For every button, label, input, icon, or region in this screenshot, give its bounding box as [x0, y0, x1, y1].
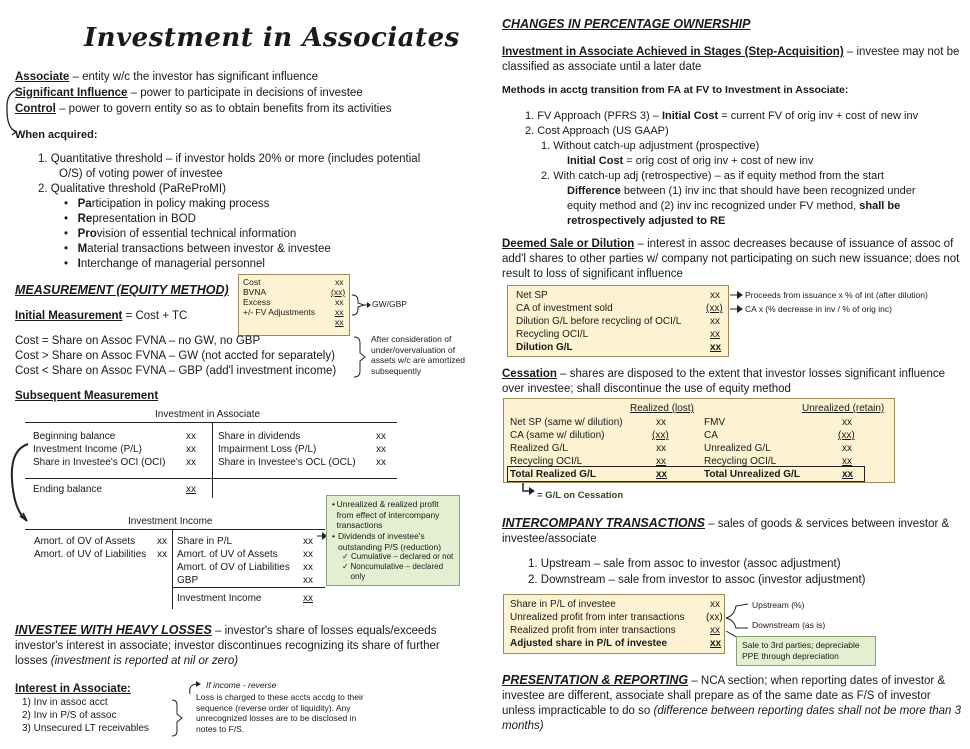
dilution-note-1: Proceeds from issuance x % of int (after dilution) — [745, 290, 928, 300]
green-note-box: • Unrealized & realized profit from effect of intercompany transactions • Dividends of investee's outstanding P/S (reduction) ✓ Cumulative – declared or not ✓ Noncumulative – declared only — [326, 495, 460, 586]
changes-heading: CHANGES IN PERCENTAGE OWNERSHIP — [502, 17, 751, 31]
t-account-value: xx — [376, 431, 386, 442]
table-row: Realized profit from inter transactions xx — [510, 625, 720, 636]
t-account-row: Amort. of UV of Liabilities — [34, 549, 147, 560]
t-account-value: xx — [303, 536, 313, 547]
list-item: 3) Unsecured LT receivables — [22, 723, 149, 734]
list-item: 1. Upstream – sale from assoc to investor (assoc adjustment) — [528, 558, 841, 570]
intercompany-box — [503, 594, 725, 654]
after-consideration-note: After consideration of under/overvaluation of assets w/c are amortized subsequently — [371, 334, 466, 376]
initial-measurement: Initial Measurement = Cost + TC — [15, 310, 188, 322]
t-account-row: Impairment Loss (P/L) — [218, 444, 317, 455]
pareproMI-list — [64, 197, 331, 272]
table-row: CA of investment sold (xx) — [516, 303, 723, 314]
list-item: • Participation in policy making process — [64, 198, 270, 210]
bracket-icon — [170, 698, 184, 738]
intercompany-section: INTERCOMPANY TRANSACTIONS – sales of goods & services between investor & investee/associate — [502, 516, 950, 545]
income-total-label: Investment Income — [177, 593, 262, 604]
list-item: • Interchange of managerial personnel — [64, 258, 265, 270]
list-item: 1) Inv in assoc acct — [22, 697, 108, 708]
t-account-row: Amort. of OV of Assets — [34, 536, 136, 547]
t-account-value: xx — [186, 457, 196, 468]
list-item: 2. Downstream – sale from investor to assoc (investor adjustment) — [528, 574, 866, 586]
arrow-icon — [729, 289, 745, 317]
upstream-label: Upstream (%) — [752, 600, 805, 610]
table-row: Net SP (same w/ dilution) — [510, 417, 623, 428]
list-item: 2) Inv in P/S of assoc — [22, 710, 117, 721]
table-cell: xx — [656, 443, 666, 454]
table-row: Dilution G/L xx — [516, 342, 722, 353]
definition-control: Control – power to govern entity so as to obtain benefits from its activities — [15, 103, 392, 115]
t-account-row: Investment Income (P/L) — [33, 444, 142, 455]
loss-note: Loss is charged to these accts accdg to their sequence (reverse order of liquidity). Any unrecognized losses are to be disclosed in notes to F/S. — [196, 692, 364, 734]
list-item: 2. With catch-up adj (retrospective) – as if equity method from the start — [541, 170, 884, 182]
table-cell: (xx) — [838, 430, 855, 441]
table-cell: xx — [842, 417, 852, 428]
list-item: Cost = Share on Assoc FVNA – no GW, no GBP — [15, 335, 261, 347]
interest-list — [22, 696, 149, 735]
presentation-section: PRESENTATION & REPORTING – NCA section; when reporting dates of investor & investee are different, associate shall prepare as of the same date as F/S of investor unless impracticable to do so (difference between reporting dates shall not be more than 3 months) — [502, 673, 961, 732]
cessation-section: Cessation – shares are disposed to the extent that investor losses significant influence over investee; shall discontinue the use of equity method — [502, 368, 945, 395]
table-cell: xx — [656, 456, 666, 467]
cost-box: Cost xx BVNA (xx) Excess xx +/- FV Adjustments xx xx — [238, 274, 350, 336]
list-item: 1. Without catch-up adjustment (prospective) — [541, 140, 760, 152]
t-account-row: Share in P/L — [177, 536, 233, 547]
t-account-value: xx — [376, 444, 386, 455]
curved-arrow-icon — [6, 440, 32, 524]
t-account-value: xx — [157, 549, 167, 560]
gw-gbp-label: GW/GBP — [372, 299, 407, 309]
t-account-row: Share in dividends — [218, 431, 301, 442]
income-total-value: xx — [303, 593, 313, 604]
cost-approach-list: 1. Without catch-up adjustment (prospective) Initial Cost = orig cost of orig inv + cost of new inv 2. With catch-up adj (retrospective) – as if equity method from the start Difference between (1) inv inc that should have been recognized under equity method and (2) inv inc recognized under FV method, shall be retrospectively adjusted to RE — [541, 139, 961, 229]
dilution-box — [507, 285, 729, 357]
t-account-row: Amort. of UV of Assets — [177, 549, 278, 560]
bracket-icon — [724, 598, 754, 640]
t-account-row: Amort. of OV of Liabilities — [177, 562, 290, 573]
gl-cessation-note: = G/L on Cessation — [537, 490, 624, 501]
when-acquired-list: 1. Quantitative threshold – if investor holds 20% or more (includes potential O/S) of voting power of investee 2. Qualitative threshold (PaReProMI) — [38, 153, 421, 195]
bracket-icon — [352, 335, 366, 379]
table-row: Unrealized profit from inter transactions (xx) — [510, 612, 723, 623]
list-item: • Material transactions between investor & investee — [64, 243, 331, 255]
heavy-losses-section: INVESTEE WITH HEAVY LOSSES – investor's share of losses equals/exceeds investor's interest in associate; investor discontinues recognizing its share of further losses (investment is reported at nil or zero) — [15, 623, 440, 667]
list-item: • Provision of essential technical information — [64, 228, 297, 240]
cost-cases — [15, 334, 336, 379]
t-account-row: Share in Investee's OCL (OCL) — [218, 457, 356, 468]
table-cell: xx — [842, 456, 852, 467]
list-item: 2. Cost Approach (US GAAP) — [525, 125, 669, 137]
table-row: Dilution G/L before recycling of OCI/L xx — [516, 316, 720, 327]
t-account-row: Beginning balance — [33, 431, 116, 442]
bracket-icon — [350, 293, 372, 319]
list-item: Cost < Share on Assoc FVNA – GBP (add'l investment income) — [15, 365, 337, 377]
ending-balance-value: xx — [186, 484, 196, 495]
t-account-value: xx — [157, 536, 167, 547]
page-title: Investment in Associates — [84, 23, 460, 53]
table-row: Adjusted share in P/L of investee xx — [510, 638, 722, 649]
deemed-sale-section: Deemed Sale or Dilution – interest in assoc decreases because of issuance of assoc of add'l shares to other parties w/ company not participating on such new issuance; does not result to loss of significant influence — [502, 238, 960, 280]
step-acquisition: Investment in Associate Achieved in Stages (Step-Acquisition) – investee may not be classified as associate until a later date — [502, 46, 960, 73]
table-row: Recycling OCI/L — [510, 456, 583, 467]
table-cell: xx — [656, 469, 668, 480]
sale-note-box: Sale to 3rd parties; depreciable PPE through depreciation — [736, 636, 876, 666]
methods-heading: Methods in acctg transition from FA at FV to Investment in Associate: — [502, 84, 849, 96]
list-item: • Representation in BOD — [64, 213, 196, 225]
table-cell: (xx) — [652, 430, 669, 441]
t-account-row: Share in Investee's OCI (OCI) — [33, 457, 166, 468]
list-item: 1. FV Approach (PFRS 3) – Initial Cost = current FV of orig inv + cost of new inv — [525, 110, 919, 122]
table-cell: xx — [842, 469, 854, 480]
if-income-note: If income - reverse — [206, 680, 277, 690]
t-account-title: Investment in Associate — [155, 409, 261, 420]
definition-significant-influence: Significant Influence – power to participate in decisions of investee — [15, 87, 363, 99]
table-row: CA — [704, 430, 718, 441]
when-acquired-heading: When acquired: — [15, 129, 98, 141]
ending-balance-label: Ending balance — [33, 484, 102, 495]
table-row: Net SP xx — [516, 290, 720, 301]
intercompany-list — [528, 556, 865, 588]
table-row: Realized G/L — [510, 443, 568, 454]
table-row: Share in P/L of investee xx — [510, 599, 720, 610]
t-account-value: xx — [303, 575, 313, 586]
table-row: Total Realized G/L — [510, 469, 596, 480]
dilution-note-2: CA x (% decrease in inv / % of orig inc) — [745, 304, 892, 314]
downstream-label: Downstream (as is) — [752, 620, 826, 630]
subsequent-heading: Subsequent Measurement — [15, 390, 159, 402]
t-account-row: GBP — [177, 575, 199, 586]
t-account-value: xx — [303, 562, 313, 573]
t-account-value: xx — [186, 431, 196, 442]
income-t-account-title: Investment Income — [128, 516, 213, 527]
t-account-value: xx — [186, 444, 196, 455]
definition-associate: Associate – entity w/c the investor has significant influence — [15, 71, 319, 83]
table-row: Recycling OCI/L xx — [516, 329, 720, 340]
measurement-heading: MEASUREMENT (EQUITY METHOD) — [15, 283, 229, 297]
methods-list — [525, 109, 918, 139]
arrow-icon — [520, 482, 538, 498]
t-account-value: xx — [376, 457, 386, 468]
table-cell: xx — [842, 443, 852, 454]
table-row: Total Unrealized G/L — [704, 469, 800, 480]
t-account-value: xx — [303, 549, 313, 560]
table-row: FMV — [704, 417, 726, 428]
table-row: CA (same w/ dilution) — [510, 430, 605, 441]
list-item: Cost > Share on Assoc FVNA – GW (not accted for separately) — [15, 350, 335, 362]
table-row: Recycling OCI/L — [704, 456, 777, 467]
cessation-box: Realized (lost) Unrealized (retain) Net SP (same w/ dilution) xx CA (same w/ dilution) (xx) Realized G/L xx Recycling OCI/L xx FMV xx CA (xx) Unrealized G/L xx Recycling OCI/L xx Total Realized G/L xx Total Unrealized G/L xx — [503, 398, 895, 483]
table-row: Unrealized G/L — [704, 443, 771, 454]
interest-heading: Interest in Associate: — [15, 683, 131, 695]
table-cell: xx — [656, 417, 666, 428]
